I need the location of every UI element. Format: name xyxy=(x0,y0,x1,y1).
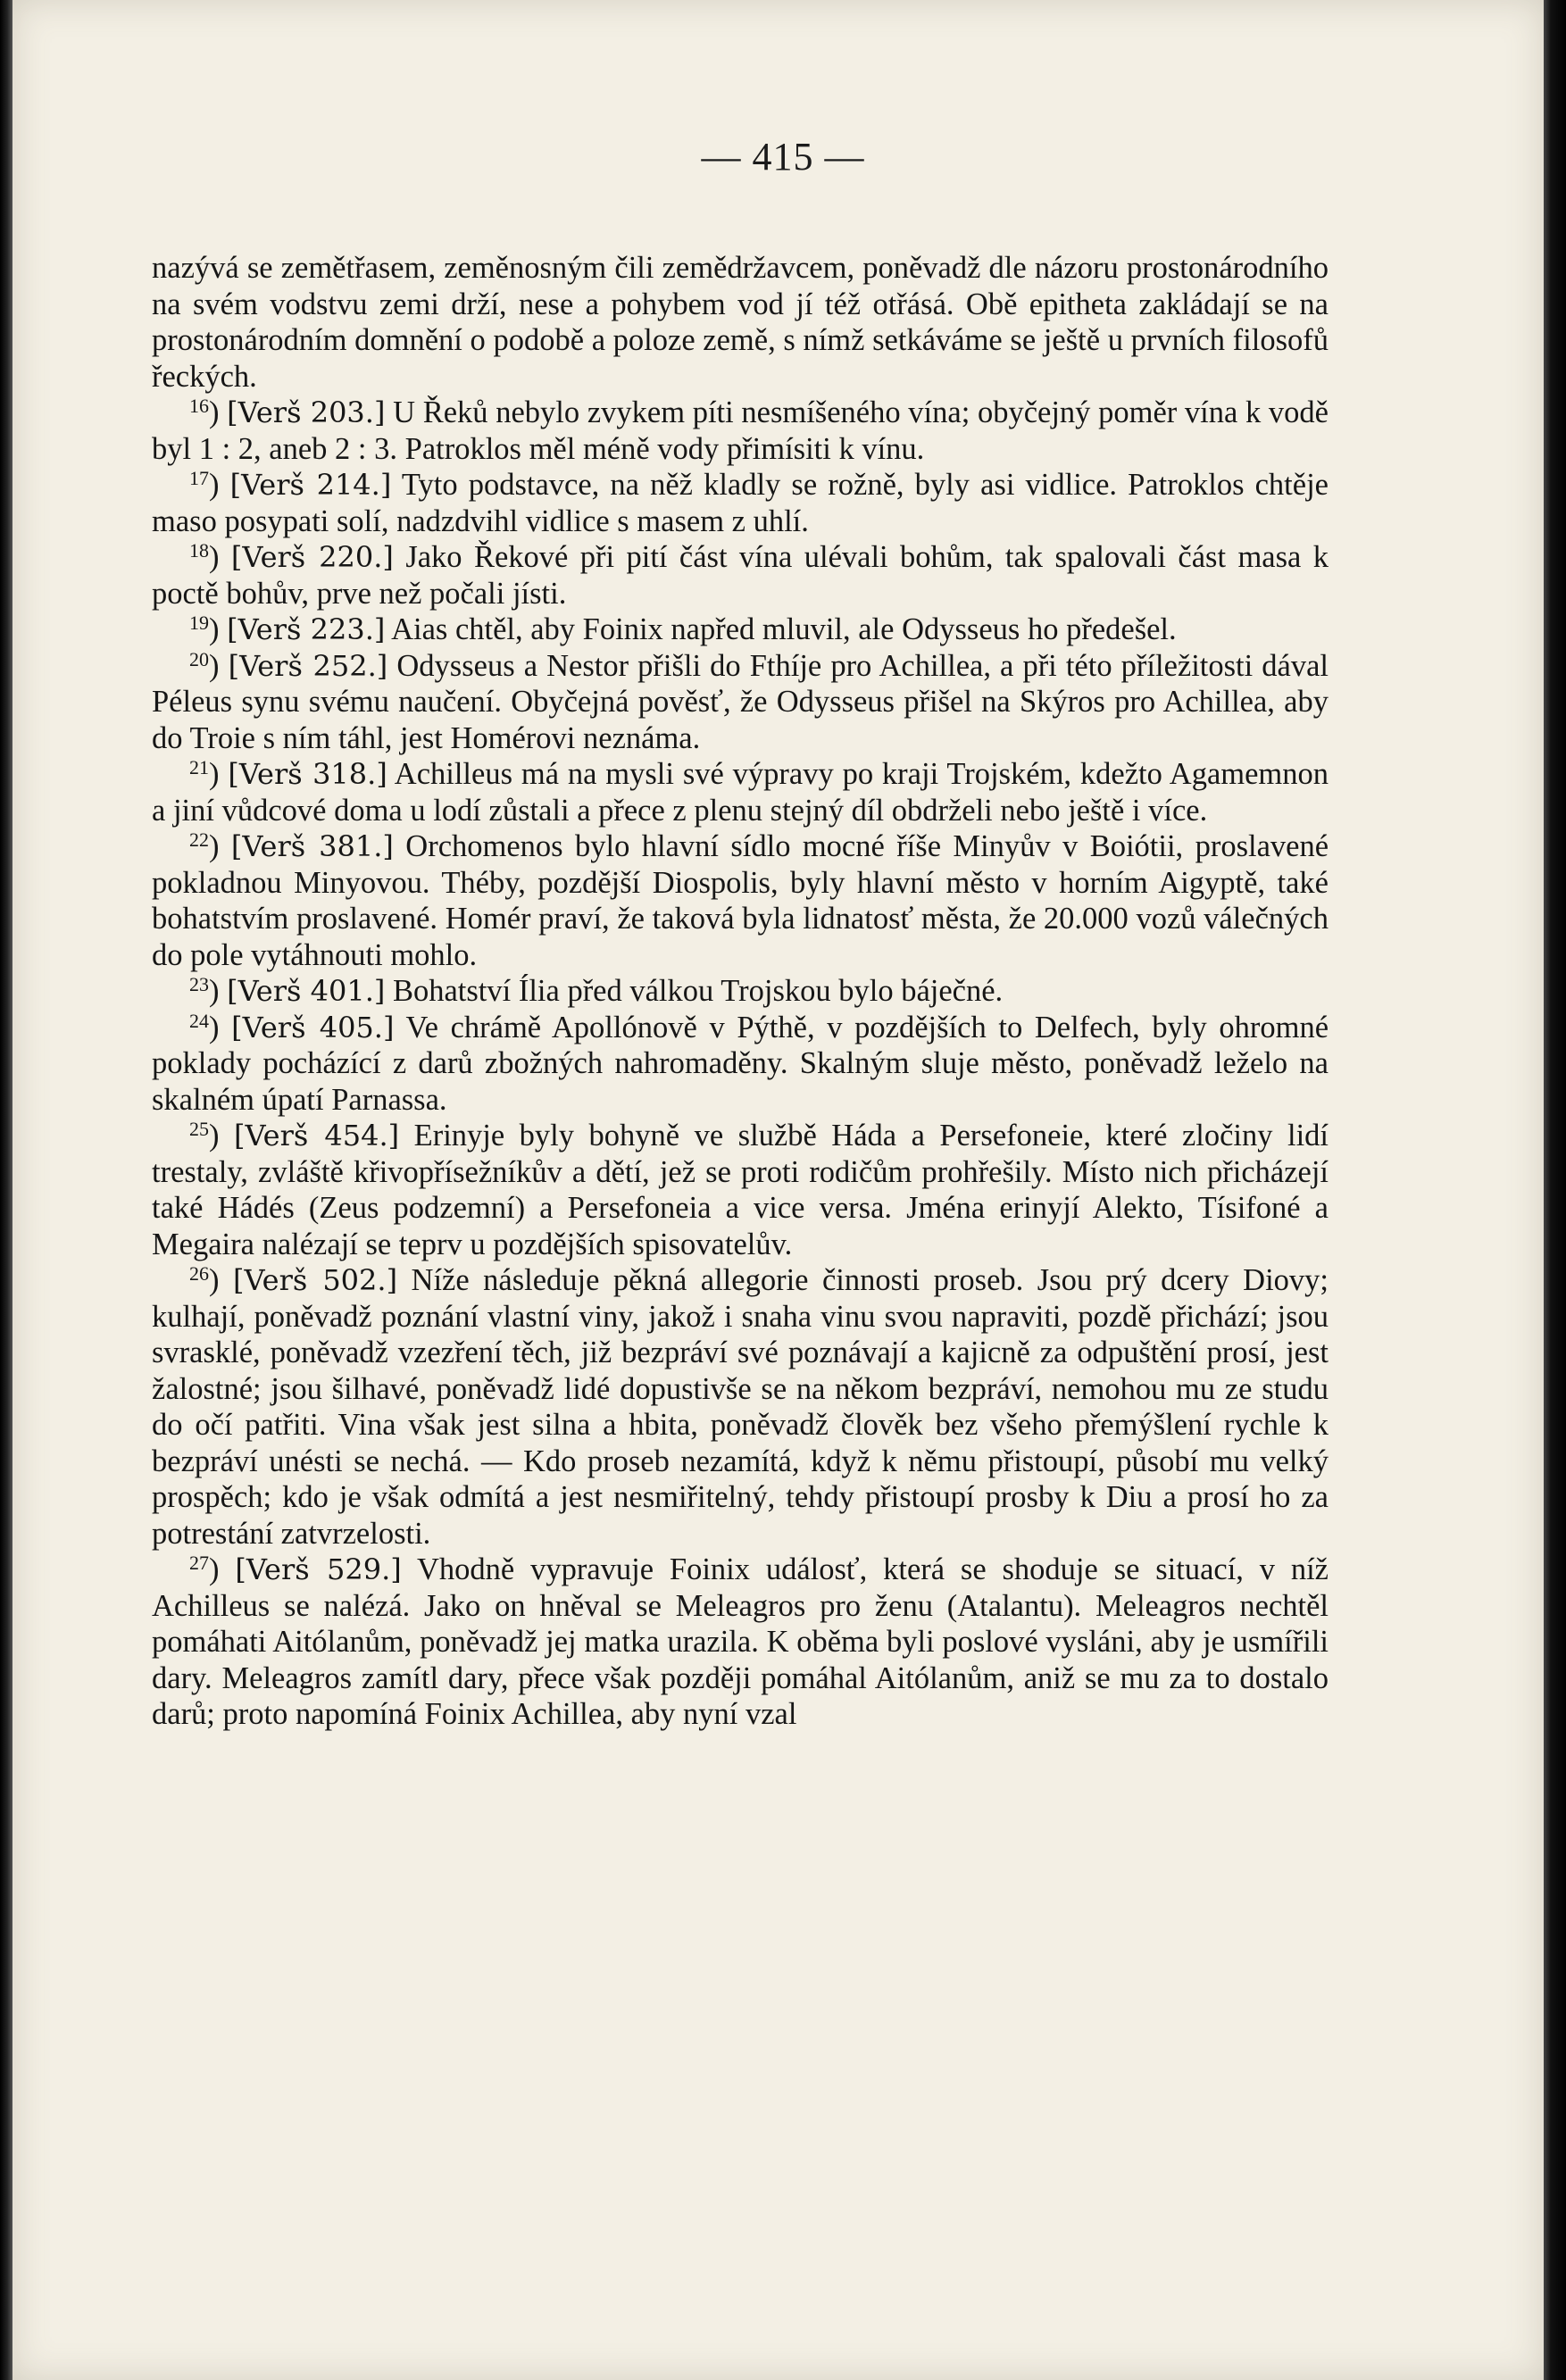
verse-reference: [Verš 318.] xyxy=(228,757,387,791)
scan-left-edge xyxy=(0,0,12,2380)
footnote-number: 19 xyxy=(189,612,209,634)
verse-reference: [Verš 203.] xyxy=(227,395,386,429)
footnote-19: $^{19}$) [Verš 223.] Aias chtěl, aby Foinix napřed mluvil, ale Odysseus ho předešel. xyxy=(189,612,1177,646)
verse-reference: [Verš 529.] xyxy=(235,1552,402,1586)
footnote-text: Tyto podstavce, na něž kladly se rožně, byly asi vidlice. Patroklos chtěje maso posypati solí, nadzdvihl vidlice s masem z uhlí. xyxy=(152,468,1329,538)
footnote-number: 22 xyxy=(189,828,209,851)
footnote-24: $^{24}$) [Verš 405.] Ve chrámě Apollónově v Pýthě, v pozdějších to Delfech, byly ohromné poklady pocházící z darů zbožných nahromaděny. Skalným sluje město, poněvadž leželo na skalném úpatí Parnassa. xyxy=(152,1009,1329,1117)
footnote-number: 16 xyxy=(189,395,209,417)
footnote-25: $^{25}$) [Verš 454.] Erinyje byly bohyně ve službě Háda a Persefoneie, které zločiny lidí trestaly, zvláště křivopřísežníkův a dětí, jež se proti rodičům prohřešily. Místo nich přicházejí také Hádés (Zeus podzemní) a Persefoneia a vice versa. Jména erinyjí Alekto, Tísifoné a Megaira nalézají se teprv u pozdějších spisovatelův. xyxy=(152,1118,1329,1261)
footnote-22: $^{22}$) [Verš 381.] Orchomenos bylo hlavní sídlo mocné říše Minyův v Boiótii, proslavené pokladnou Minyovou. Théby, pozdější Diospolis, byly hlavní město v horním Aigyptě, také bohatstvím proslavené. Homér praví, že taková byla lidnatosť města, že 20.000 vozů válečných do pole vytáhnouti mohlo. xyxy=(152,828,1329,972)
footnote-number: 21 xyxy=(189,756,209,778)
footnote-number: 18 xyxy=(189,539,209,562)
footnote-number: 17 xyxy=(189,467,209,489)
footnote-text: Bohatství Ília před válkou Trojskou bylo báječné. xyxy=(392,974,1004,1008)
footnote-18: $^{18}$) [Verš 220.] Jako Řekové při pití část vína ulévali bohům, tak spalovali část masa k poctě bohův, prve než počali jísti. xyxy=(152,539,1329,611)
footnote-number: 26 xyxy=(189,1262,209,1285)
footnote-text: Jako Řekové při pití část vína ulévali bohům, tak spalovali část masa k poctě bohův, prve než počali jísti. xyxy=(152,540,1329,611)
footnote-number: 25 xyxy=(189,1118,209,1140)
verse-reference: [Verš 454.] xyxy=(234,1119,400,1153)
footnote-text: Erinyje byly bohyně ve službě Háda a Persefoneie, které zločiny lidí trestaly, zvláště křivopřísežníkův a dětí, jež se proti rodičům prohřešily. Místo nich přicházejí také Hádés (Zeus podzemní) a Persefoneia a vice versa. Jména erinyjí Alekto, Tísifoné a Megaira nalézají se teprv u pozdějších spisovatelův. xyxy=(152,1119,1329,1261)
verse-reference: [Verš 214.] xyxy=(229,468,392,502)
footnote-text: Orchomenos bylo hlavní sídlo mocné říše Minyův v Boiótii, proslavené pokladnou Minyovou. Théby, pozdější Diospolis, byly hlavní město v horním Aigyptě, také bohatstvím proslavené. Homér praví, že taková byla lidnatosť města, že 20.000 vozů válečných do pole vytáhnouti mohlo. xyxy=(152,829,1329,972)
scan-right-edge xyxy=(1544,0,1566,2380)
verse-reference: [Verš 405.] xyxy=(231,1010,395,1044)
footnote-text: Odysseus a Nestor přišli do Fthíje pro Achillea, a při této příležitosti dával Péleus synu svému naučení. Obyčejná pověsť, že Odysseus přišel na Skýros pro Achillea, aby do Troie s ním táhl, jest Homérovi neznáma. xyxy=(152,648,1329,755)
footnote-number: 27 xyxy=(189,1552,209,1574)
footnote-number: 23 xyxy=(189,973,209,995)
verse-reference: [Verš 252.] xyxy=(228,648,388,683)
footnote-text: Vhodně vypravuje Foinix událosť, která se shoduje se situací, v níž Achilleus se nalézá. Jako on hněval se Meleagros pro ženu (Atalantu). Meleagros nechtěl pomáhati Aitólanům, poněvadž jej matka urazila. K oběma byli poslové vysláni, aby je usmířili dary. Meleagros zamítl dary, přece však později pomáhal Aitólanům, aniž se mu za to dostalo darů; proto napomíná Foinix Achillea, aby nyní vzal xyxy=(152,1552,1329,1731)
page-body xyxy=(152,250,1329,1733)
footnote-16: $^{16}$) [Verš 203.] U Řeků nebylo zvykem píti nesmíšeného vína; obyčejný poměr vína k vodě byl 1 : 2, aneb 2 : 3. Patroklos měl méně vody přimísiti k vínu. xyxy=(152,395,1329,466)
verse-reference: [Verš 502.] xyxy=(232,1263,398,1297)
page-number: — 415 — xyxy=(701,135,865,179)
footnote-text: Achilleus má na mysli své výpravy po kraji Trojském, kdežto Agamemnon a jiní vůdcové doma u lodí zůstali a přece z plenu stejný díl obdrželi nebo ještě i více. xyxy=(152,757,1329,828)
footnote-17: $^{17}$) [Verš 214.] Tyto podstavce, na něž kladly se rožně, byly asi vidlice. Patroklos chtěje maso posypati solí, nadzdvihl vidlice s masem z uhlí. xyxy=(152,467,1329,538)
footnote-text: U Řeků nebylo zvykem píti nesmíšeného vína; obyčejný poměr vína k vodě byl 1 : 2, aneb 2 : 3. Patroklos měl méně vody přimísiti k vínu. xyxy=(152,395,1329,466)
verse-reference: [Verš 401.] xyxy=(227,974,386,1008)
footnote-23: $^{23}$) [Verš 401.] Bohatství Ília před válkou Trojskou bylo báječné. xyxy=(189,973,1004,1008)
footnote-20: $^{20}$) [Verš 252.] Odysseus a Nestor přišli do Fthíje pro Achillea, a při této příležitosti dával Péleus synu svému naučení. Obyčejná pověsť, že Odysseus přišel na Skýros pro Achillea, aby do Troie s ním táhl, jest Homérovi neznáma. xyxy=(152,647,1329,755)
footnote-text: Aias chtěl, aby Foinix napřed mluvil, ale Odysseus ho předešel. xyxy=(391,612,1177,646)
footnote-27: $^{27}$) [Verš 529.] Vhodně vypravuje Foinix událosť, která se shoduje se situací, v níž Achilleus se nalézá. Jako on hněval se Meleagros pro ženu (Atalantu). Meleagros nechtěl pomáhati Aitólanům, poněvadž jej matka urazila. K oběma byli poslové vysláni, aby je usmířili dary. Meleagros zamítl dary, přece však později pomáhal Aitólanům, aniž se mu za to dostalo darů; proto napomíná Foinix Achillea, aby nyní vzal xyxy=(152,1552,1329,1731)
footnote-text: Níže následuje pěkná allegorie činnosti proseb. Jsou prý dcery Diovy; kulhají, poněvadž poznání vlastní viny, jakož i snaha vinu svou napraviti, pozdě přichází; jsou svrasklé, poněvadž vzezření těch, již bezpráví své poznávají a kajicně za odpuštění prosí, jest žalostné; jsou šilhavé, poněvadž lidé dopustivše se na někom bezpráví, nemohou mu ze studu do očí patřiti. Vina však jest silna a hbita, poněvadž člověk bez všeho přemýšlení rychle k bezpráví unésti se nechá. — Kdo proseb nezamítá, když k němu přistoupí, působí mu velký prospěch; kdo je však odmítá a jest nesmiřitelný, tehdy přistoupí prosby k Diu a prosí ho za potrestání zatvrzelosti. xyxy=(152,1263,1329,1551)
verse-reference: [Verš 220.] xyxy=(230,540,394,574)
verse-reference: [Verš 223.] xyxy=(227,612,386,646)
intro-paragraph: nazývá se zemětřasem, zeměnosným čili zemědržavcem, poněvadž dle názoru prostonárodního na svém vodstvu zemi drží, nese a pohybem vod jí též otřásá. Obě epitheta zakládají se na prostonárodním domnění o podobě a poloze země, s nímž setkáváme se ještě u prvních filosofů řeckých. xyxy=(152,251,1329,394)
footnote-number: 20 xyxy=(189,647,209,670)
footnote-number: 24 xyxy=(189,1009,209,1032)
footnote-21: $^{21}$) [Verš 318.] Achilleus má na mysli své výpravy po kraji Trojském, kdežto Agamemnon a jiní vůdcové doma u lodí zůstali a přece z plenu stejný díl obdrželi nebo ještě i více. xyxy=(152,756,1329,828)
footnote-text: Ve chrámě Apollónově v Pýthě, v pozdějších to Delfech, byly ohromné poklady pocházící z darů zbožných nahromaděny. Skalným sluje město, poněvadž leželo na skalném úpatí Parnassa. xyxy=(152,1010,1329,1117)
verse-reference: [Verš 381.] xyxy=(230,829,394,863)
footnote-26: $^{26}$) [Verš 502.] Níže následuje pěkná allegorie činnosti proseb. Jsou prý dcery Diovy; kulhají, poněvadž poznání vlastní viny, jakož i snaha vinu svou napraviti, pozdě přichází; jsou svrasklé, poněvadž vzezření těch, již bezpráví své poznávají a kajicně za odpuštění prosí, jest žalostné; jsou šilhavé, poněvadž lidé dopustivše se na někom bezpráví, nemohou mu ze studu do očí patřiti. Vina však jest silna a hbita, poněvadž člověk bez všeho přemýšlení rychle k bezpráví unésti se nechá. — Kdo proseb nezamítá, když k němu přistoupí, působí mu velký prospěch; kdo je však odmítá a jest nesmiřitelný, tehdy přistoupí prosby k Diu a prosí ho za potrestání zatvrzelosti. xyxy=(152,1262,1329,1551)
